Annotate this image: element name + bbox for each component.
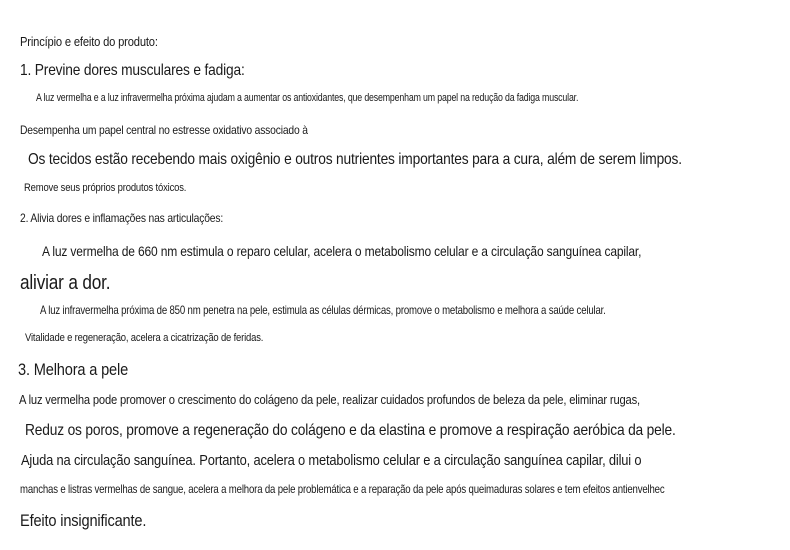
section1-line1: A luz vermelha e a luz infravermelha próxima ajudam a aumentar os antioxidantes, que desempenham um papel na redução da fadiga muscular. (36, 92, 579, 104)
section1-heading: 1. Previne dores musculares e fadiga: (20, 62, 245, 79)
section1-line3: Os tecidos estão recebendo mais oxigênio e outros nutrientes importantes para a cura, além de serem limpos. (28, 151, 682, 168)
section3-line5: Efeito insignificante. (20, 511, 147, 530)
intro-heading: Princípio e efeito do produto: (20, 34, 158, 49)
section2-line2: aliviar a dor. (20, 272, 111, 294)
section2-line3: A luz infravermelha próxima de 850 nm penetra na pele, estimula as células dérmicas, promove o metabolismo e melhora a saúde celular. (40, 303, 606, 317)
section2-line4: Vitalidade e regeneração, acelera a cicatrização de feridas. (25, 332, 264, 344)
section3-heading: 3. Melhora a pele (18, 360, 129, 379)
section1-line2: Desempenha um papel central no estresse oxidativo associado à (20, 123, 308, 137)
section3-line4: manchas e listras vermelhas de sangue, acelera a melhora da pele problemática e a reparação da pele após queimaduras solares e tem efeitos antienvelhec (20, 482, 665, 496)
section2-heading: 2. Alivia dores e inflamações nas articulações: (20, 211, 224, 225)
section3-line3: Ajuda na circulação sanguínea. Portanto, acelera o metabolismo celular e a circulação sanguínea capilar, dilui o (21, 452, 642, 469)
section3-line1: A luz vermelha pode promover o crescimento do colágeno da pele, realizar cuidados profundos de beleza da pele, eliminar rugas, (19, 392, 640, 407)
section1-line4: Remove seus próprios produtos tóxicos. (24, 182, 187, 194)
section3-line2: Reduz os poros, promove a regeneração do colágeno e da elastina e promove a respiração aeróbica da pele. (25, 422, 676, 439)
section2-line1: A luz vermelha de 660 nm estimula o reparo celular, acelera o metabolismo celular e a circulação sanguínea capilar, (42, 243, 642, 259)
